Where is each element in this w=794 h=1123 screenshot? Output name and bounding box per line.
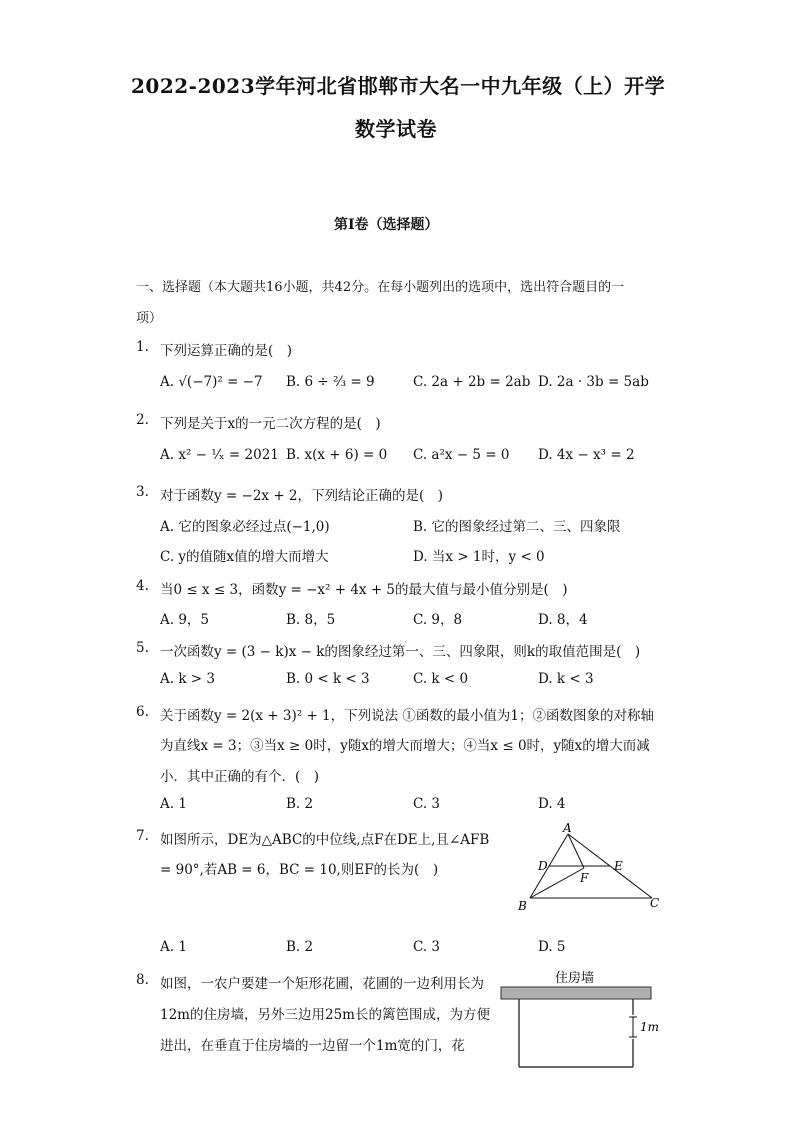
option-d: D. 8，4 bbox=[538, 612, 588, 628]
option-c: C. 2a + 2b = 2ab bbox=[413, 374, 531, 390]
question-stem: 一次函数y = (3 − k)x − k的图象经过第一、三、四象限，则k的取值范围是( ) bbox=[160, 644, 641, 660]
question-stem-line1: 如图，一农户要建一个矩形花圃，花圃的一边利用长为 bbox=[160, 976, 484, 992]
question-stem-line3: 进出，在垂直于住房墙的一边留一个1m宽的门，花 bbox=[160, 1038, 465, 1054]
option-c: C. 3 bbox=[413, 939, 441, 955]
question-stem-line2: 为直线x = 3；③当x ≥ 0时，y随x的增大而增大；④当x ≤ 0时，y随x的增大而减 bbox=[160, 738, 650, 754]
question-stem: 下列是关于x的一元二次方程的是( ) bbox=[160, 416, 381, 432]
door-marker bbox=[629, 1017, 637, 1037]
option-b: B. 6 ÷ ²⁄₃ = 9 bbox=[286, 374, 375, 390]
garden-figure bbox=[495, 965, 675, 1075]
question-stem-line3: 小．其中正确的有个．( ) bbox=[160, 769, 320, 785]
option-a: A. √(−7)² = −7 bbox=[160, 374, 263, 390]
section-heading-line1: 一、选择题（本大题共16小题，共42分。在每小题列出的选项中，选出符合题目的一 bbox=[136, 280, 625, 295]
option-b: B. 8，5 bbox=[286, 612, 336, 628]
option-b: B. 2 bbox=[286, 796, 314, 812]
option-c: C. y的值随x值的增大而增大 bbox=[160, 549, 329, 565]
question-number: 4. bbox=[136, 578, 149, 594]
question-stem: 下列运算正确的是( ) bbox=[160, 343, 293, 359]
option-d: D. 4x − x³ = 2 bbox=[538, 447, 635, 463]
option-d: D. 4 bbox=[538, 796, 566, 812]
question-number: 7. bbox=[136, 828, 149, 844]
question-stem: 对于函数y = −2x + 2，下列结论正确的是( ) bbox=[160, 488, 444, 504]
vertex-label-b: B bbox=[518, 899, 527, 913]
option-b: B. 2 bbox=[286, 939, 314, 955]
option-b: B. 0 < k < 3 bbox=[286, 671, 370, 687]
house-wall bbox=[501, 987, 651, 999]
question-stem: 当0 ≤ x ≤ 3，函数y = −x² + 4x + 5的最大值与最小值分别是( ) bbox=[160, 582, 568, 598]
option-a: A. k > 3 bbox=[160, 671, 215, 687]
vertex-label-a: A bbox=[563, 821, 572, 835]
option-c: C. 9，8 bbox=[413, 612, 463, 628]
question-stem-line1: 如图所示，DE为△ABC的中位线,点F在DE上,且∠AFB bbox=[160, 832, 490, 848]
part-label: 第Ⅰ卷（选择题） bbox=[334, 217, 439, 233]
option-d: D. 当x > 1时，y < 0 bbox=[413, 549, 545, 565]
option-d: D. k < 3 bbox=[538, 671, 594, 687]
vertex-label-d: D bbox=[538, 859, 548, 873]
question-number: 1. bbox=[136, 339, 149, 355]
door-width-label: 1m bbox=[640, 1020, 660, 1034]
question-number: 3. bbox=[136, 484, 149, 500]
question-number: 2. bbox=[136, 412, 149, 428]
option-c: C. k < 0 bbox=[413, 671, 469, 687]
option-c: C. a²x − 5 = 0 bbox=[413, 447, 510, 463]
vertex-label-e: E bbox=[614, 859, 623, 873]
option-a: A. 9，5 bbox=[160, 612, 210, 628]
question-number: 5. bbox=[136, 640, 149, 656]
triangle-figure bbox=[510, 820, 670, 915]
question-stem-line1: 关于函数y = 2(x + 3)² + 1，下列说法 ①函数的最小值为1；②函数图象的对称轴 bbox=[160, 708, 655, 724]
wall-label: 住房墙 bbox=[555, 971, 595, 986]
option-a: A. 1 bbox=[160, 796, 187, 812]
option-b: B. 它的图象经过第二、三、四象限 bbox=[413, 519, 621, 535]
paper-title-line2: 数学试卷 bbox=[355, 117, 437, 141]
option-a: A. 1 bbox=[160, 939, 187, 955]
paper-title-line1: 2022-2023学年河北省邯郸市大名一中九年级（上）开学 bbox=[131, 74, 666, 98]
section-heading-line2: 项） bbox=[136, 311, 163, 326]
option-a: A. 它的图象必经过点(−1,0) bbox=[160, 519, 330, 535]
option-d: D. 5 bbox=[538, 939, 566, 955]
question-stem-line2: = 90°,若AB = 6，BC = 10,则EF的长为( ) bbox=[160, 862, 439, 878]
option-d: D. 2a · 3b = 5ab bbox=[538, 374, 649, 390]
question-number: 6. bbox=[136, 704, 149, 720]
vertex-label-c: C bbox=[650, 896, 660, 910]
option-a: A. x² − ¹⁄ₓ = 2021 bbox=[160, 447, 279, 463]
option-b: B. x(x + 6) = 0 bbox=[286, 447, 388, 463]
vertex-label-f: F bbox=[580, 871, 589, 885]
question-number: 8. bbox=[136, 972, 149, 988]
option-c: C. 3 bbox=[413, 796, 441, 812]
question-stem-line2: 12m的住房墙，另外三边用25m长的篱笆围成，为方便 bbox=[160, 1007, 490, 1023]
